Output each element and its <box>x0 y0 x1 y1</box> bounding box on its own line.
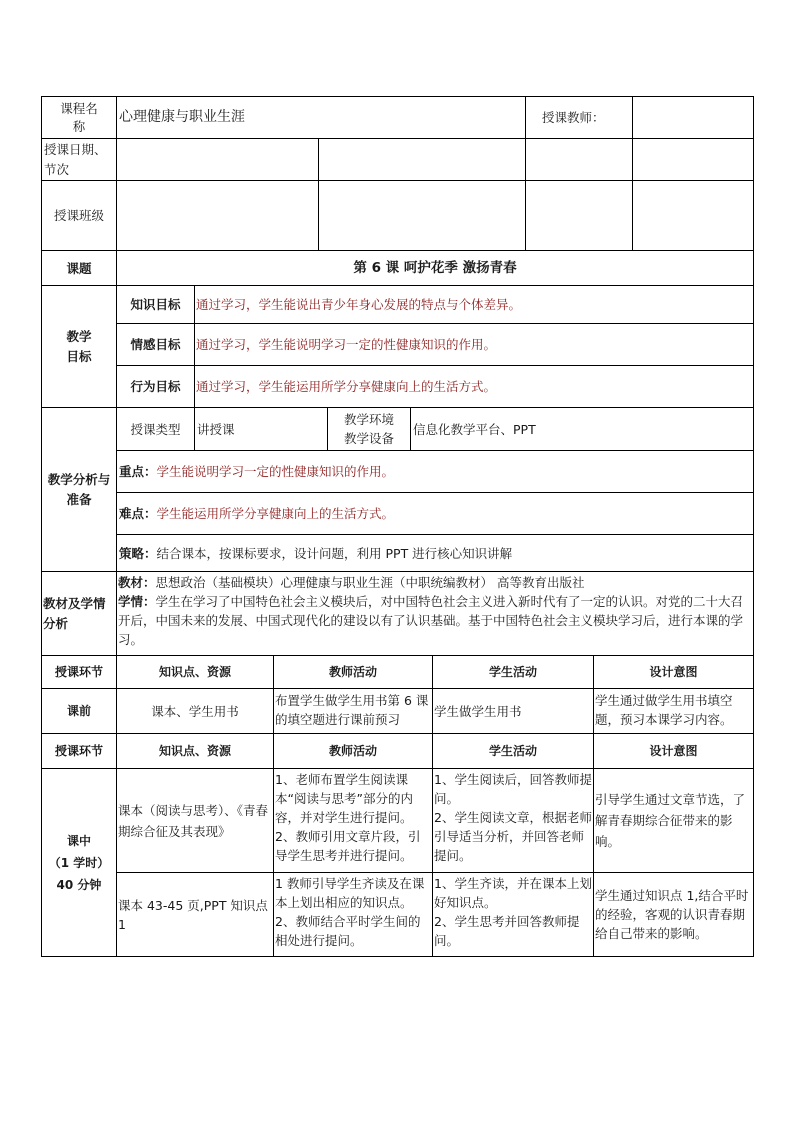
environment-value: 信息化教学平台、PPT <box>413 421 536 437</box>
students-text: 学生在学习了中国特色社会主义模块后，对中国特色社会主义进入新时代有了一定的认识。对党的二十大召开后，中国未来的发展、中国式现代化的建设以有了认识基础。基于中国特色社会主义模块学习后，进行本课的学习。 <box>118 594 744 647</box>
knowledge-objective-text: 通过学习，学生能说出青少年身心发展的特点与个体差异。 <box>196 297 522 312</box>
behavior-objective-label: 行为目标 <box>130 379 181 394</box>
course-name-value: 心理健康与职业生涯 <box>119 109 245 125</box>
pre-class-intent: 学生通过做学生用书填空题，预习本课学习内容。 <box>595 693 733 727</box>
lesson-type-value: 讲授课 <box>197 421 235 437</box>
pre-class-stage: 课前 <box>66 703 91 718</box>
th2-student: 学生活动 <box>488 743 537 758</box>
environment-label: 教学环境教学设备 <box>343 412 394 446</box>
textbook-line <box>118 573 751 592</box>
date-cell-2 <box>319 139 525 180</box>
students-label: 学情： <box>118 594 156 609</box>
knowledge-objective-label: 知识目标 <box>130 297 181 312</box>
materials-label: 教材及学情分析 <box>43 595 106 631</box>
class-label: 授课班级 <box>53 208 104 223</box>
teacher-label: 授课教师： <box>542 110 605 125</box>
objectives-label: 教学目标 <box>66 328 92 364</box>
key-point-text: 学生能说明学习一定的性健康知识的作用。 <box>156 464 395 479</box>
in-class-row1-teacher: 1、老师布置学生阅读课本“阅读与思考”部分的内容，并对学生进行提问。 2、教师引用文章片段，引导学生思考并进行提问。 <box>275 772 421 863</box>
date-cell-1 <box>117 139 318 180</box>
in-class-row1-resource: 课本（阅读与思考）、《青春期综合征及其表现》 <box>118 802 269 839</box>
key-point-label: 重点： <box>119 464 157 479</box>
textbook-text: 思想政治（基础模块）心理健康与职业生涯（中职统编教材） 高等教育出版社 <box>155 575 585 590</box>
pre-class-resource: 课本、学生用书 <box>151 703 239 719</box>
emotion-objective-label: 情感目标 <box>130 337 181 352</box>
strategy-row <box>117 535 753 571</box>
date-label: 授课日期、节次 <box>44 142 107 177</box>
strategy-label: 策略： <box>119 545 157 561</box>
students-line <box>118 592 751 649</box>
course-name-label: 课程名称 <box>60 100 98 134</box>
th-intent: 设计意图 <box>649 664 698 679</box>
difficulty-label: 难点： <box>119 506 157 521</box>
in-class-row1-student: 1、学生阅读后，回答教师提问。 2、学生阅读文章，根据老师引导适当分析，并回答老师提问。 <box>434 772 592 863</box>
in-class-row2-student: 1、学生齐读，并在课本上划好知识点。 2、学生思考并回答教师提问。 <box>434 876 592 948</box>
lesson-type-label: 授课类型 <box>130 421 181 437</box>
in-class-hours: （1 学时） <box>48 855 110 870</box>
th2-resource: 知识点、资源 <box>158 743 231 758</box>
topic-value: 第 6 课 呵护花季 激扬青春 <box>353 259 517 276</box>
analysis-label: 教学分析与准备 <box>47 471 111 507</box>
in-class-stage-cell <box>42 769 116 956</box>
in-class-row1-intent: 引导学生通过文章节选，了解青春期综合征带来的影响。 <box>595 792 746 849</box>
in-class-stage: 课中 <box>66 833 91 848</box>
th2-teacher: 教师活动 <box>328 743 377 758</box>
th-student: 学生活动 <box>488 664 537 679</box>
strategy-text: 结合课本，按课标要求，设计问题，利用 PPT 进行核心知识讲解 <box>156 545 513 561</box>
date-cell-3 <box>526 139 632 180</box>
difficulty-row <box>117 493 753 534</box>
topic-label: 课题 <box>66 260 92 276</box>
in-class-minutes: 40 分钟 <box>56 877 102 892</box>
date-cell-4 <box>633 139 753 180</box>
th-teacher: 教师活动 <box>328 664 377 679</box>
behavior-objective-text: 通过学习，学生能运用所学分享健康向上的生活方式。 <box>196 379 497 394</box>
in-class-row2-intent: 学生通过知识点 1,结合平时的经验，客观的认识青春期给自己带来的影响。 <box>595 888 749 941</box>
th-stage: 授课环节 <box>54 664 103 679</box>
th-resource: 知识点、资源 <box>158 664 231 679</box>
th2-stage: 授课环节 <box>54 743 103 758</box>
in-class-row2-resource: 课本 43-45 页,PPT 知识点 1 <box>118 897 268 932</box>
key-point-row <box>117 451 753 492</box>
pre-class-teacher: 布置学生做学生用书第 6 课的填空题进行课前预习 <box>275 693 429 727</box>
in-class-row2-teacher: 1 教师引导学生齐读及在课本上划出相应的知识点。 2、教师结合平时学生间的相处进行提问。 <box>275 876 425 948</box>
emotion-objective-text: 通过学习，学生能说明学习一定的性健康知识的作用。 <box>196 337 497 352</box>
textbook-label: 教材： <box>118 575 156 590</box>
pre-class-student: 学生做学生用书 <box>434 703 522 719</box>
teacher-value <box>633 97 753 138</box>
th2-intent: 设计意图 <box>649 743 698 758</box>
difficulty-text: 学生能运用所学分享健康向上的生活方式。 <box>156 506 395 521</box>
materials-content <box>117 572 753 655</box>
